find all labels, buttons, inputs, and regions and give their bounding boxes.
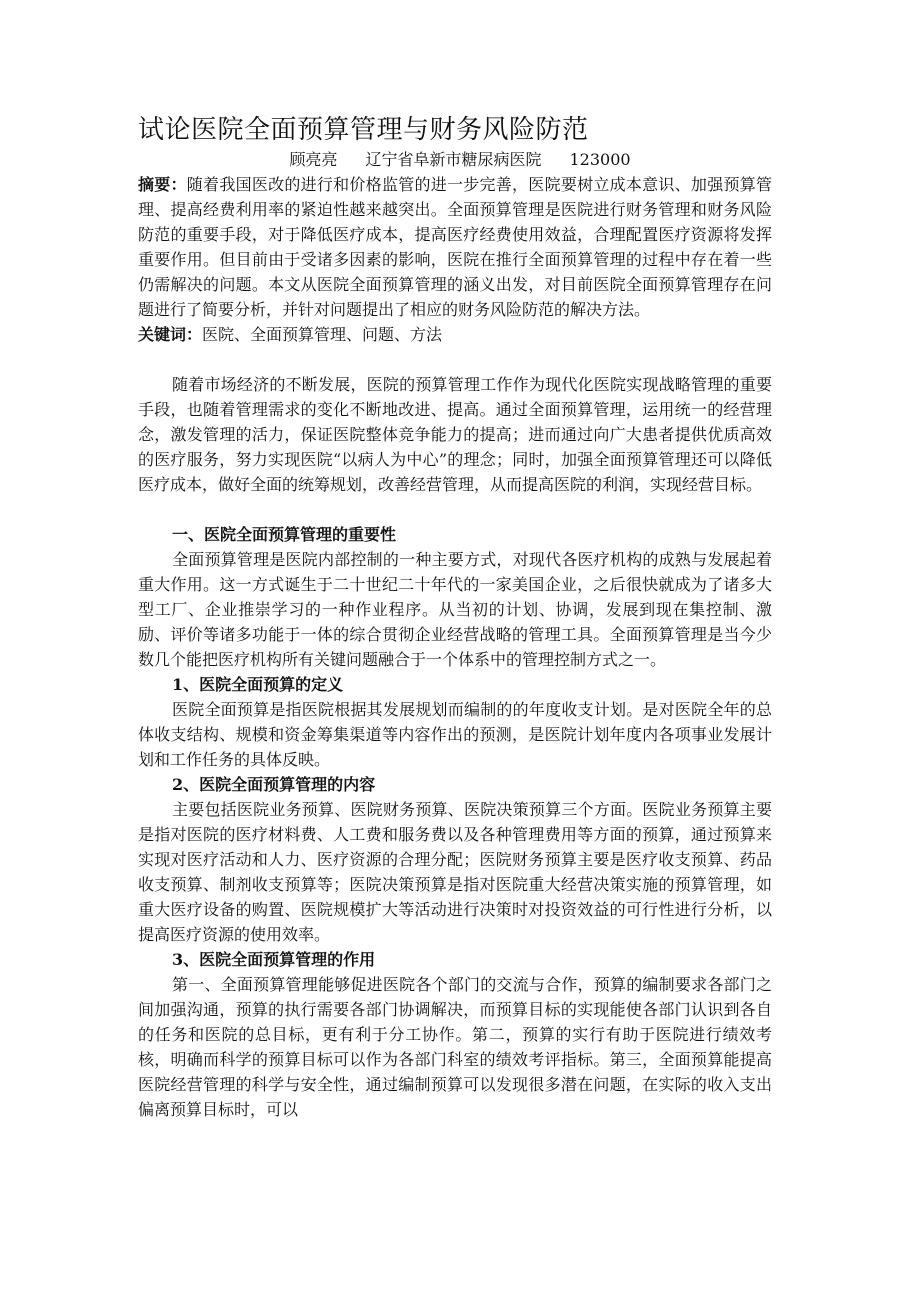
subsection-heading: 3、医院全面预算管理的作用 [172, 950, 376, 969]
intro-paragraph: 随着市场经济的不断发展，医院的预算管理工作作为现代化医院实现战略管理的重要手段，也随着管理需求的变化不断地改进、提高。通过全面预算管理，运用统一的经营理念，激发管理的活力，保证医院整体竞争能力的提高；进而通过向广大患者提供优质高效的医疗服务，努力实现医院“以病人为中心”的理念；同时，加强全面预算管理还可以降低医疗成本，做好全面的统筹规划，改善经营管理，从而提高医院的利润，实现经营目标。 [138, 375, 772, 494]
abstract-label: 摘要： [138, 175, 187, 194]
subsection-heading: 2、医院全面预算管理的内容 [172, 775, 376, 794]
document-page [138, 112, 772, 1122]
subsection-paragraph: 第一、全面预算管理能够促进医院各个部门的交流与合作，预算的编制要求各部门之间加强沟通，预算的执行需要各部门协调解决，而预算目标的实现能使各部门认识到各自的任务和医院的总目标，更有利于分工协作。第二，预算的实行有助于医院进行绩效考核，明确而科学的预算目标可以作为各部门科室的绩效考评指标。第三，全面预算能提高医院经营管理的科学与安全性，通过编制预算可以发现很多潜在问题，在实际的收入支出偏离预算目标时，可以 [138, 975, 772, 1119]
keywords-label: 关键词： [138, 325, 203, 344]
spacer [138, 347, 772, 372]
subsection-heading: 1、医院全面预算的定义 [172, 675, 344, 694]
author-postcode: 123000 [569, 150, 631, 169]
subsection-paragraph: 主要包括医院业务预算、医院财务预算、医院决策预算三个方面。医院业务预算主要是指对医院的医疗材料费、人工费和服务费以及各种管理费用等方面的预算，通过预算来实现对医疗活动和人力、医疗资源的合理分配；医院财务预算主要是医疗收支预算、药品收支预算、制剂收支预算等；医院决策预算是指对医院重大经营决策实施的预算管理，如重大医疗设备的购置、医院规模扩大等活动进行决策时对投资效益的可行性进行分析，以提高医疗资源的使用效率。 [138, 800, 772, 944]
author-affiliation: 辽宁省阜新市糖尿病医院 [365, 150, 542, 169]
keywords-paragraph [138, 322, 772, 347]
subsection-paragraph: 医院全面预算是指医院根据其发展规划而编制的的年度收支计划。是对医院全年的总体收支结构、规模和资金筹集渠道等内容作出的预测，是医院计划年度内各项事业发展计划和工作任务的具体反映。 [138, 700, 772, 769]
section-heading: 一、医院全面预算管理的重要性 [172, 525, 397, 544]
section-paragraph: 全面预算管理是医院内部控制的一种主要方式，对现代各医疗机构的成熟与发展起着重大作用。这一方式诞生于二十世纪二十年代的一家美国企业，之后很快就成为了诸多大型工厂、企业推崇学习的一种作业程序。从当初的计划、协调，发展到现在集控制、激励、评价等诸多功能于一体的综合贯彻企业经营战略的管理工具。全面预算管理是当今少数几个能把医疗机构所有关键问题融合于一个体系中的管理控制方式之一。 [138, 550, 772, 669]
author-line [138, 148, 772, 172]
document-title: 试论医院全面预算管理与财务风险防范 [138, 115, 589, 145]
spacer [138, 497, 772, 522]
keywords-text: 医院、全面预算管理、问题、方法 [202, 325, 443, 344]
abstract-text: 随着我国医改的进行和价格监管的进一步完善，医院要树立成本意识、加强预算管理、提高经费利用率的紧迫性越来越突出。全面预算管理是医院进行财务管理和财务风险防范的重要手段，对于降低医疗成本，提高医疗经费使用效益，合理配置医疗资源将发挥重要作用。但目前由于受诸多因素的影响，医院在推行全面预算管理的过程中存在着一些仍需解决的问题。本文从医院全面预算管理的涵义出发，对目前医院全面预算管理存在问题进行了简要分析，并针对问题提出了相应的财务风险防范的解决方法。 [138, 175, 772, 319]
author-name: 顾亮亮 [289, 150, 338, 169]
abstract-paragraph [138, 172, 772, 322]
